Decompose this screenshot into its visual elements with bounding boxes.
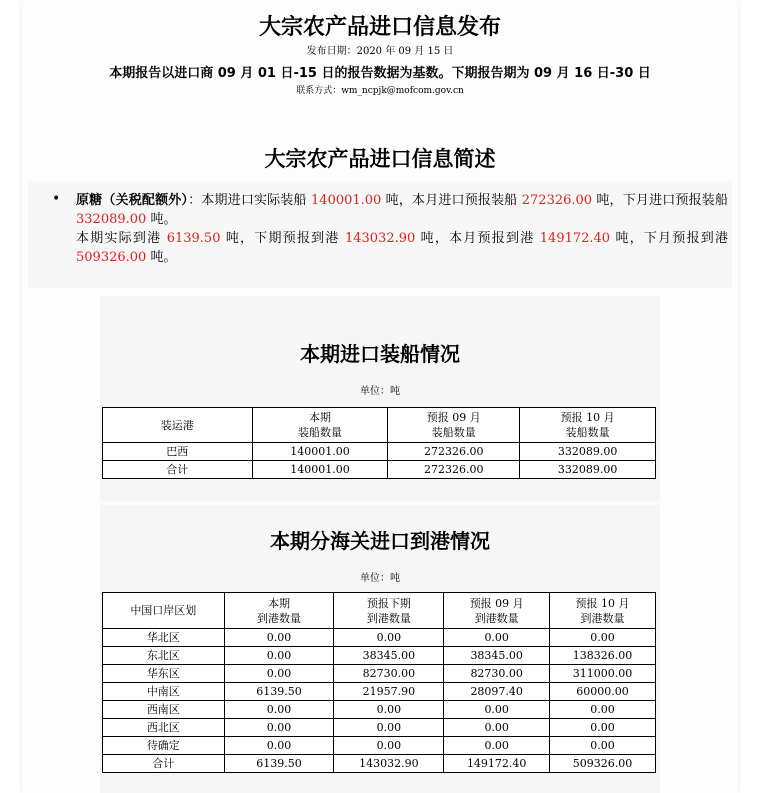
table-row (103, 665, 656, 683)
table-cell: 0.00 (550, 719, 656, 737)
table-cell: 509326.00 (550, 755, 656, 773)
summary-title: 大宗农产品进口信息简述 (264, 147, 496, 171)
table-cell: 272326.00 (388, 461, 520, 479)
arrival-table (102, 592, 656, 773)
summary-text: 吨，下月预报到港 (610, 231, 729, 246)
table-cell: 0.00 (550, 629, 656, 647)
arrival-title: 本期分海关进口到港情况 (270, 529, 490, 553)
table-cell: 0.00 (550, 701, 656, 719)
table-row (103, 719, 656, 737)
table-cell: 0.00 (224, 737, 334, 755)
table-row (103, 701, 656, 719)
summary-text: 吨。 (146, 250, 177, 265)
table-cell: 140001.00 (252, 461, 388, 479)
column-header: 预报下期 到港数量 (334, 593, 444, 629)
arrival-unit: 单位：吨 (360, 573, 400, 584)
table-cell: 0.00 (224, 665, 334, 683)
table-cell: 0.00 (444, 629, 550, 647)
shipment-unit: 单位：吨 (360, 386, 400, 397)
table-cell: 140001.00 (252, 443, 388, 461)
shipment-title: 本期进口装船情况 (300, 342, 460, 366)
table-cell: 0.00 (334, 737, 444, 755)
table-cell: 38345.00 (444, 647, 550, 665)
table-row (103, 461, 656, 479)
table-cell: 0.00 (334, 701, 444, 719)
table-cell: 28097.40 (444, 683, 550, 701)
table-cell: 华东区 (103, 665, 225, 683)
summary-value: 509326.00 (76, 250, 147, 265)
page-title: 大宗农产品进口信息发布 (258, 15, 501, 40)
publish-date: 发布日期：2020 年 09 月 15 日 (306, 46, 454, 57)
summary-paragraph (76, 191, 728, 267)
column-header: 预报 09 月 装船数量 (388, 408, 520, 443)
table-row (103, 683, 656, 701)
column-header: 预报 10 月 装船数量 (520, 408, 656, 443)
table-cell: 332089.00 (520, 461, 656, 479)
table-cell: 巴西 (103, 443, 253, 461)
summary-value: 140001.00 (311, 193, 382, 208)
table-cell: 中南区 (103, 683, 225, 701)
product-name: 原糖（关税配额外） (76, 193, 189, 208)
column-header: 本期 到港数量 (224, 593, 334, 629)
table-cell: 82730.00 (334, 665, 444, 683)
summary-value: 6139.50 (166, 231, 221, 246)
summary-text: 吨，本月预报到港 (415, 231, 540, 246)
table-cell: 0.00 (550, 737, 656, 755)
table-cell: 西北区 (103, 719, 225, 737)
summary-text: 吨，下期预报到港 (220, 231, 345, 246)
table-row (103, 647, 656, 665)
column-header: 中国口岸区划 (103, 593, 225, 629)
summary-value: 332089.00 (76, 212, 147, 227)
table-cell: 0.00 (224, 629, 334, 647)
summary-text: 吨。 (146, 212, 177, 227)
table-cell: 332089.00 (520, 443, 656, 461)
table-cell: 6139.50 (224, 683, 334, 701)
table-cell: 149172.40 (444, 755, 550, 773)
table-cell: 143032.90 (334, 755, 444, 773)
table-cell: 0.00 (444, 701, 550, 719)
summary-text: ：本期进口实际装船 (188, 193, 312, 208)
column-header: 装运港 (103, 408, 253, 443)
table-cell: 82730.00 (444, 665, 550, 683)
contact-info: 联系方式：wm_ncpjk@mofcom.gov.cn (296, 86, 464, 96)
table-cell: 311000.00 (550, 665, 656, 683)
table-cell: 待确定 (103, 737, 225, 755)
table-row (103, 755, 656, 773)
table-cell: 0.00 (334, 629, 444, 647)
table-cell: 合计 (103, 755, 225, 773)
table-cell: 0.00 (444, 719, 550, 737)
table-cell: 0.00 (224, 701, 334, 719)
summary-value: 272326.00 (521, 193, 593, 208)
column-header: 本期 装船数量 (252, 408, 388, 443)
column-header: 预报 10 月 到港数量 (550, 593, 656, 629)
summary-value: 149172.40 (539, 231, 611, 246)
table-row (103, 443, 656, 461)
summary-value: 143032.90 (344, 231, 416, 246)
table-cell: 272326.00 (388, 443, 520, 461)
bullet-icon: • (52, 191, 61, 207)
table-row (103, 629, 656, 647)
summary-text: 吨，下月进口预报装船 (592, 193, 728, 208)
table-cell: 东北区 (103, 647, 225, 665)
table-cell: 38345.00 (334, 647, 444, 665)
table-cell: 西南区 (103, 701, 225, 719)
table-cell: 0.00 (334, 719, 444, 737)
summary-text: 吨，本月进口预报装船 (381, 193, 522, 208)
table-cell: 合计 (103, 461, 253, 479)
summary-text: 本期实际到港 (76, 231, 167, 246)
table-cell: 0.00 (224, 719, 334, 737)
shipment-table (102, 407, 656, 479)
table-cell: 21957.90 (334, 683, 444, 701)
table-cell: 华北区 (103, 629, 225, 647)
report-basis: 本期报告以进口商 09 月 01 日-15 日的报告数据为基数。下期报告期为 09 月 16 日-30 日 (109, 66, 651, 81)
table-cell: 0.00 (224, 647, 334, 665)
column-header: 预报 09 月 到港数量 (444, 593, 550, 629)
table-cell: 6139.50 (224, 755, 334, 773)
table-cell: 0.00 (444, 737, 550, 755)
table-cell: 138326.00 (550, 647, 656, 665)
table-cell: 60000.00 (550, 683, 656, 701)
table-row (103, 737, 656, 755)
